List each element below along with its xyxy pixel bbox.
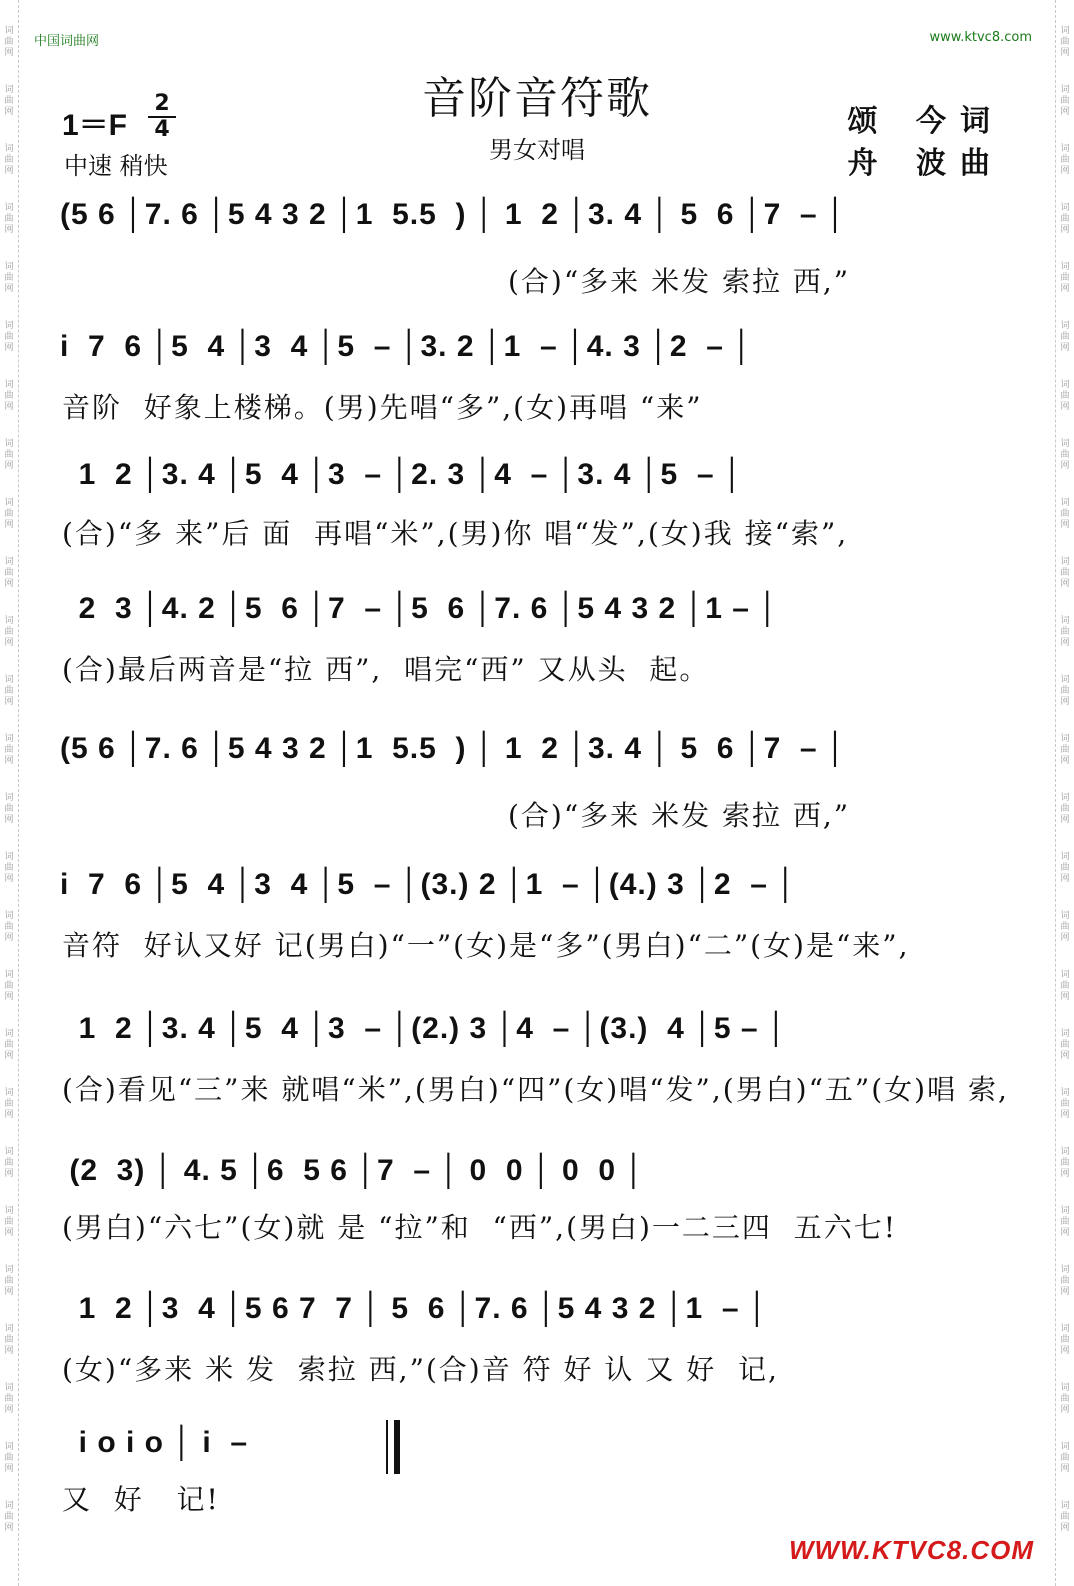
side-strip-text: 词 曲 网 [4,144,14,176]
side-strip-text: 词 曲 网 [4,970,14,1002]
side-strip-text: 词 曲 网 [1060,734,1070,766]
side-strip-text: 词 曲 网 [4,1324,14,1356]
side-strip-text: 词 曲 网 [4,1029,14,1061]
side-strip-text: 词 曲 网 [1060,1206,1070,1238]
side-strip-text: 词 曲 网 [4,1501,14,1533]
notation-line-2: i 7 6 │5 4 │3 4 │5 – │3. 2 │1 – │4. 3 │2 – │ [60,330,753,363]
meter-top: 2 [148,92,176,118]
side-strip-text: 词 曲 网 [1060,557,1070,589]
notation-line-3: 1 2 │3. 4 │5 4 │3 – │2. 3 │4 – │3. 4 │5 – │ [60,458,744,491]
side-strip-text: 词 曲 网 [4,734,14,766]
side-strip-text: 词 曲 网 [4,675,14,707]
lyric-line-8: (男白)“六七”(女)就 是 “拉”和 “西”,(男白)一二三四 五六七! [62,1211,897,1244]
side-strip-text: 词 曲 网 [1060,26,1070,58]
side-strip-text: 词 曲 网 [1060,1442,1070,1474]
side-strip-text: 词 曲 网 [4,262,14,294]
notation-line-10: i o i o │ i – [60,1426,249,1459]
side-strip-text: 词 曲 网 [4,85,14,117]
notation-line-1: (5 6 │7. 6 │5 4 3 2 │1 5.5 ) │ 1 2 │3. 4 │ 5 6 │7 – │ [60,198,847,231]
side-strip-text: 词 曲 网 [1060,1147,1070,1179]
lyric-line-4: (合)最后两音是“拉 西”, 唱完“西” 又从头 起。 [62,653,710,686]
side-strip-text: 词 曲 网 [1060,911,1070,943]
side-strip-text: 词 曲 网 [1060,1029,1070,1061]
notation-line-5: (5 6 │7. 6 │5 4 3 2 │1 5.5 ) │ 1 2 │3. 4 │ 5 6 │7 – │ [60,732,847,765]
side-strip-text: 词 曲 网 [1060,262,1070,294]
side-strip-text: 词 曲 网 [4,852,14,884]
side-strip-text: 词 曲 网 [1060,321,1070,353]
lyric-line-7: (合)看见“三”来 就唱“米”,(男白)“四”(女)唱“发”,(男白)“五”(女)唱 索, [62,1073,1009,1106]
side-strip-text: 词 曲 网 [1060,1265,1070,1297]
side-strip-text: 词 曲 网 [1060,85,1070,117]
side-strip-text: 词 曲 网 [1060,970,1070,1002]
side-strip-text: 词 曲 网 [4,911,14,943]
side-strip-text: 词 曲 网 [4,793,14,825]
lyric-line-10: 又 好 记! [62,1483,220,1516]
side-strip-text: 词 曲 网 [1060,1383,1070,1415]
side-strip-text: 词 曲 网 [1060,203,1070,235]
side-strip-text: 词 曲 网 [4,26,14,58]
side-strip-text: 词 曲 网 [4,1383,14,1415]
side-strip-text: 词 曲 网 [1060,1324,1070,1356]
notation-line-8: (2 3) │ 4. 5 │6 5 6 │7 – │ 0 0 │ 0 0 │ [60,1154,646,1187]
lyric-line-9: (女)“多来 米 发 索拉 西,”(合)音 符 好 认 又 好 记, [62,1353,779,1386]
lyric-line-2: 音阶 好象上楼梯。(男)先唱“多”,(女)再唱 “来” [62,391,703,424]
meter-bottom: 4 [154,117,170,142]
side-strip-text: 词 曲 网 [1060,1501,1070,1533]
side-strip-text: 词 曲 网 [4,616,14,648]
lyric-line-1: (合)“多来 米发 索拉 西,” [508,265,851,298]
side-strip-text: 词 曲 网 [4,557,14,589]
side-strip-text: 词 曲 网 [4,321,14,353]
song-subtitle: 男女对唱 [489,136,585,164]
side-strip-text: 词 曲 网 [4,203,14,235]
final-barline [386,1420,400,1474]
notation-line-6: i 7 6 │5 4 │3 4 │5 – │(3.) 2 │1 – │(4.) 3 │2 – │ [60,868,797,901]
right-margin-strip [1055,0,1074,1586]
side-strip-text: 词 曲 网 [1060,675,1070,707]
side-strip-text: 词 曲 网 [4,1265,14,1297]
side-strip-text: 词 曲 网 [4,1088,14,1120]
side-strip-text: 词 曲 网 [4,1147,14,1179]
side-strip-text: 词 曲 网 [1060,1088,1070,1120]
site-url-right: www.ktvc8.com [929,30,1032,45]
side-strip-text: 词 曲 网 [1060,439,1070,471]
left-margin-strip [0,0,19,1586]
side-strip-text: 词 曲 网 [1060,380,1070,412]
lyricist-credit: 颂 今词 [847,104,1004,139]
notation-line-7: 1 2 │3. 4 │5 4 │3 – │(2.) 3 │4 – │(3.) 4 │5 – │ [60,1012,788,1045]
side-strip-text: 词 曲 网 [4,380,14,412]
side-strip-text: 词 曲 网 [1060,616,1070,648]
side-strip-text: 词 曲 网 [1060,144,1070,176]
notation-line-9: 1 2 │3 4 │5 6 7 7 │ 5 6 │7. 6 │5 4 3 2 │1 – │ [60,1292,769,1325]
side-strip-text: 词 曲 网 [1060,498,1070,530]
composer-credit: 舟 波曲 [847,146,1004,181]
notation-line-4: 2 3 │4. 2 │5 6 │7 – │5 6 │7. 6 │5 4 3 2 │1 – │ [60,592,780,625]
lyric-line-5: (合)“多来 米发 索拉 西,” [508,799,851,832]
side-strip-text: 词 曲 网 [4,439,14,471]
key-signature: 1＝F [62,109,128,142]
song-title: 音阶音符歌 [422,73,652,124]
side-strip-text: 词 曲 网 [4,1206,14,1238]
side-strip-text: 词 曲 网 [4,1442,14,1474]
side-strip-text: 词 曲 网 [1060,793,1070,825]
side-strip-text: 词 曲 网 [1060,852,1070,884]
site-name-left: 中国词曲网 [34,34,100,49]
watermark-logo: WWW.KTVC8.COM [788,1535,1034,1565]
lyric-line-3: (合)“多 来”后 面 再唱“米”,(男)你 唱“发”,(女)我 接“索”, [62,517,849,550]
time-signature [148,92,176,142]
side-strip-text: 词 曲 网 [4,498,14,530]
tempo-marking: 中速 稍快 [64,152,168,180]
lyric-line-6: 音符 好认又好 记(男白)“一”(女)是“多”(男白)“二”(女)是“来”, [62,929,910,962]
